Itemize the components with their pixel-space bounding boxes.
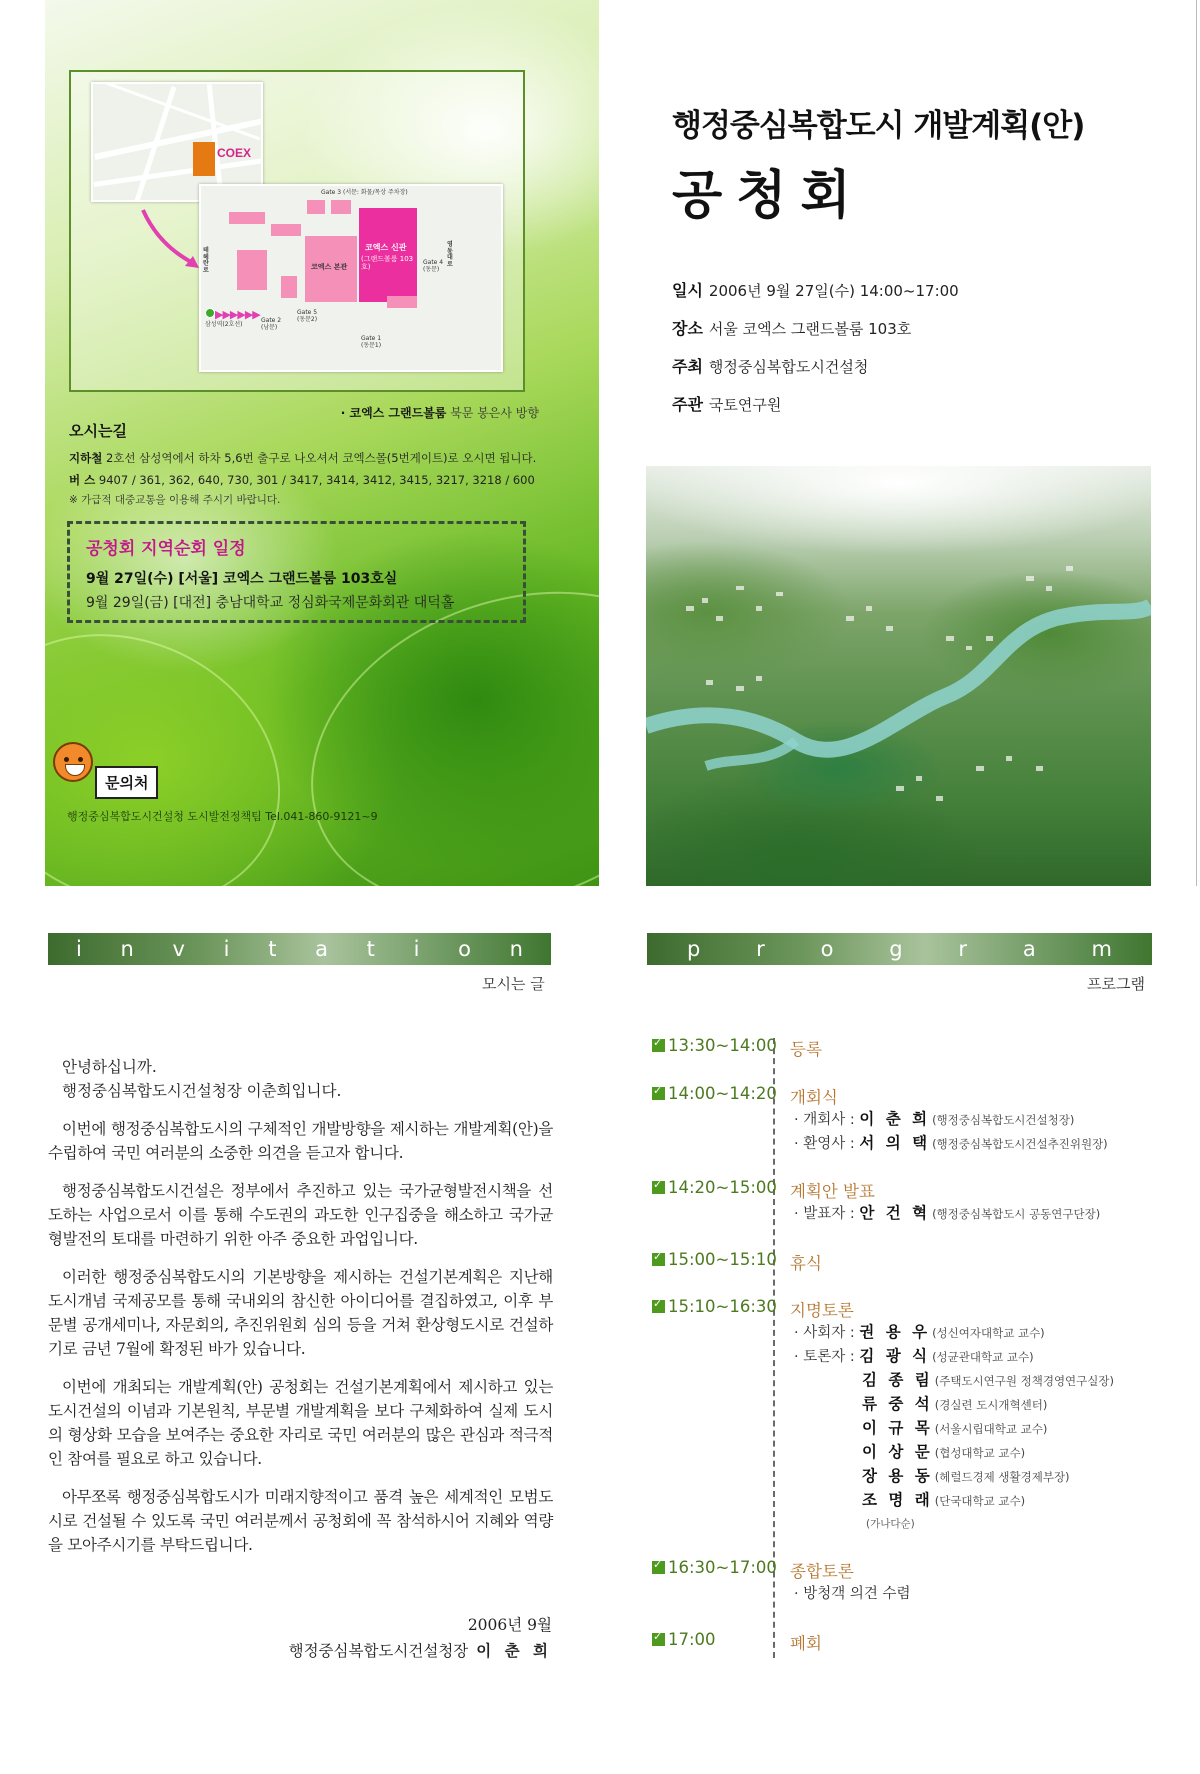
panelist-line	[862, 1464, 1070, 1486]
building-block	[271, 224, 301, 236]
program-time	[652, 1084, 777, 1103]
letter-paragraph: 행정중심복합도시건설은 정부에서 추진하고 있는 국가균형발전시책을 선도하는 사업으로서 이를 통해 수도권의 과도한 인구집중을 해소하고 국가균형발전의 토대를 마련하기 위한 아주 중요한 과업입니다.	[48, 1182, 553, 1248]
info-value: 서울 코엑스 그랜드볼룸 103호	[708, 320, 912, 338]
speaker-name: 안 건 혁	[859, 1204, 931, 1222]
river-illustration	[646, 466, 1151, 886]
time-text: 13:30~14:00	[668, 1036, 777, 1055]
ballroom-label: (그랜드볼룸 103호)	[361, 255, 414, 271]
speaker-line	[794, 1201, 1100, 1223]
panelist-line	[862, 1416, 1047, 1438]
station-label: 삼성역(2호선)	[205, 321, 243, 328]
time-text: 17:00	[668, 1630, 716, 1649]
aerial-city-image	[646, 466, 1151, 886]
main-hall-label: 코엑스 본관	[311, 263, 348, 271]
program-time	[652, 1178, 777, 1197]
gate1-label: Gate 1 (동문1)	[361, 335, 382, 349]
subway-label: 지하철	[69, 451, 103, 465]
speaker-org: (행정중심복합도시건설추진위원장)	[932, 1137, 1108, 1151]
building-block	[229, 212, 265, 224]
building-block	[237, 250, 267, 290]
signature-date: 2006년 9월	[467, 1616, 552, 1634]
info-label: 장소	[672, 319, 703, 338]
bar-letter: v	[172, 937, 185, 961]
checkbox-icon	[652, 1633, 665, 1646]
program-title: 휴식	[790, 1254, 822, 1273]
new-hall-label: 코엑스 신관	[365, 243, 407, 252]
event-title: 공청회	[672, 166, 865, 226]
speaker-org: (행정중심복합도시 공동연구단장)	[932, 1207, 1101, 1221]
info-host	[672, 348, 959, 386]
speaker-line	[794, 1107, 1074, 1129]
bar-letter: t	[366, 937, 375, 961]
event-info	[672, 272, 959, 424]
bar-letter: r	[958, 937, 968, 961]
info-value: 행정중심복합도시건설청	[708, 358, 869, 376]
signer-name: 이 춘 희	[476, 1642, 552, 1660]
checkbox-icon	[652, 1253, 665, 1266]
bar-letter: g	[889, 937, 903, 961]
speaker-org: (서울시립대학교 교수)	[934, 1422, 1048, 1436]
schedule-title: 공청회 지역순회 일정	[86, 539, 246, 559]
info-label: 주관	[672, 395, 703, 414]
speaker-name: 김 종 림	[862, 1371, 933, 1389]
bar-letter: a	[315, 937, 328, 961]
schedule-seoul: 9월 27일(수) [서울] 코엑스 그랜드볼룸 103호실	[86, 571, 398, 587]
bar-letter: n	[120, 937, 134, 961]
inquiry-contact: 행정중심복합도시건설청 도시발전정책팀 Tel.041-860-9121~9	[67, 810, 378, 823]
directions-title: 오시는길	[69, 422, 127, 440]
bar-letter: t	[268, 937, 277, 961]
title-block	[672, 100, 1172, 228]
checkbox-icon	[652, 1300, 665, 1313]
info-value: 2006년 9월 27일(수) 14:00~17:00	[708, 282, 959, 300]
panelist-line	[862, 1368, 1114, 1390]
page-title: 행정중심복합도시 개발계획(안)	[672, 108, 1085, 144]
speaker-org: (경실련 도시개혁센터)	[934, 1398, 1048, 1412]
building-block	[387, 296, 417, 308]
directions-section	[69, 420, 539, 509]
speaker-name: 이 상 문	[862, 1443, 933, 1461]
checkbox-icon	[652, 1039, 665, 1052]
info-organizer	[672, 386, 959, 424]
speaker-name: 이 규 목	[862, 1419, 933, 1437]
letter-signature	[289, 1612, 552, 1664]
bar-letter: o	[458, 937, 471, 961]
invitation-subtitle: 모시는 글	[482, 975, 545, 993]
speaker-name: 권 용 우	[859, 1323, 931, 1341]
letter-paragraph: 이번에 개최되는 개발계획(안) 공청회는 건설기본계획에서 제시하고 있는 도시건설의 이념과 기본원칙, 부문별 개발계획을 보다 구체화하여 실제 도시의 형상화 모습을 보여주는 중요한 자리로 국민 여러분의 많은 관심과 적극적인 참여를 필요로 하고 있습니다.	[48, 1378, 553, 1468]
speaker-org: (성균관대학교 교수)	[932, 1350, 1034, 1364]
bar-letter: o	[820, 937, 834, 961]
signature-line	[289, 1638, 552, 1664]
speaker-org: (주택도시연구원 정책경영연구실장)	[934, 1374, 1114, 1388]
greeting-line: 행정중심복합도시건설청장 이춘희입니다.	[62, 1082, 342, 1100]
schedule-daejeon: 9월 29일(금) [대전] 충남대학교 정심화국제문화회관 대덕홀	[86, 595, 455, 611]
route-arrows: ▶▶▶▶▶▶	[215, 308, 260, 321]
program-title: 종합토론	[790, 1562, 854, 1581]
building-block	[281, 276, 297, 298]
speaker-org: (헤럴드경제 생활경제부장)	[934, 1470, 1070, 1484]
detail-map	[199, 184, 503, 372]
speaker-role: · 토론자 :	[794, 1349, 855, 1365]
map-caption-label: · 코엑스 그랜드볼룸	[340, 406, 447, 420]
program-time	[652, 1036, 777, 1055]
bar-letter: i	[413, 937, 420, 961]
bar-letter: i	[223, 937, 230, 961]
subway-text: 2호선 삼성역에서 하차 5,6번 출구로 나오셔서 코엑스몰(5번게이트)로 오시면 됩니다.	[105, 451, 537, 465]
speaker-line	[794, 1131, 1108, 1153]
speaker-name: 김 광 식	[859, 1347, 931, 1365]
bus-label: 버 스	[69, 473, 96, 487]
info-value: 국토연구원	[708, 396, 782, 414]
directions-note: ※ 가급적 대중교통을 이용해 주시기 바랍니다.	[69, 494, 281, 506]
program-title: 등록	[790, 1040, 822, 1059]
bar-letter: r	[756, 937, 765, 961]
time-text: 14:20~15:00	[668, 1178, 777, 1197]
bus-text: 9407 / 361, 362, 640, 730, 301 / 3417, 3414, 3412, 3415, 3217, 3218 / 600	[98, 473, 535, 487]
coex-new-hall	[359, 208, 417, 302]
program-title: 계획안 발표	[790, 1182, 875, 1201]
speaker-role: · 개회사 :	[794, 1112, 855, 1128]
speaker-role: · 발표자 :	[794, 1206, 855, 1222]
letter-paragraph: 아무쪼록 행정중심복합도시가 미래지향적이고 품격 높은 세계적인 모범도시로 건설될 수 있도록 국민 여러분께서 공청회에 꼭 참석하시어 지혜와 역량을 모아주시기를 부탁드립니다.	[48, 1488, 553, 1554]
station-icon	[205, 308, 215, 318]
building-block	[307, 200, 325, 214]
time-text: 15:10~16:30	[668, 1297, 777, 1316]
bar-letter: a	[1022, 937, 1036, 961]
info-venue	[672, 310, 959, 348]
program-title: 지명토론	[790, 1301, 854, 1320]
inquiry-label: 문의처	[95, 766, 158, 799]
bar-letter: n	[509, 937, 523, 961]
invitation-letter	[48, 1055, 553, 1557]
speaker-role: · 사회자 :	[794, 1325, 855, 1341]
bus-line	[69, 469, 539, 491]
gate3-label: Gate 3 (서문: 화물/목상 주차장)	[321, 189, 408, 196]
bar-letter: p	[687, 937, 701, 961]
page-edge-line	[1196, 0, 1197, 886]
checkbox-icon	[652, 1561, 665, 1574]
time-text: 15:00~15:10	[668, 1250, 777, 1269]
program-time	[652, 1558, 777, 1577]
panelist-line	[862, 1488, 1025, 1510]
program-title: 개회식	[790, 1088, 838, 1107]
coex-logo: COEX	[217, 146, 252, 160]
gate4-label: Gate 4 (동문)	[423, 259, 444, 273]
inquiry-section	[53, 738, 513, 828]
map-caption	[341, 404, 539, 421]
speaker-name: 이 춘 희	[859, 1110, 931, 1128]
leaf-decoration	[45, 585, 325, 886]
info-label: 주최	[672, 357, 703, 376]
panel-note: (가나다순)	[866, 1518, 915, 1530]
location-map	[69, 70, 525, 392]
speaker-name: 류 중 석	[862, 1395, 933, 1413]
signer-title: 행정중심복합도시건설청장	[288, 1642, 469, 1660]
program-time	[652, 1630, 716, 1649]
road-label-right: 영동대로	[447, 241, 453, 268]
program-title: 폐회	[790, 1634, 822, 1653]
tour-schedule-box	[67, 521, 526, 623]
subway-line	[69, 447, 539, 469]
moderator-line	[794, 1320, 1045, 1342]
letter-paragraph: 이번에 행정중심복합도시의 구체적인 개발방향을 제시하는 개발계획(안)을 수립하여 국민 여러분의 소중한 의견을 듣고자 합니다.	[48, 1120, 553, 1162]
program-time	[652, 1250, 777, 1269]
coex-main-hall	[305, 236, 357, 302]
panelist-line	[794, 1344, 1034, 1366]
coex-building-icon	[193, 142, 215, 176]
speaker-org: (성신여자대학교 교수)	[932, 1326, 1045, 1340]
checkbox-icon	[652, 1181, 665, 1194]
speaker-name: 조 명 래	[862, 1491, 933, 1509]
greeting-line: 안녕하십니까.	[62, 1058, 157, 1076]
map-caption-text: 북문 봉은사 방향	[450, 406, 539, 420]
speaker-org: (단국대학교 교수)	[934, 1494, 1026, 1508]
checkbox-icon	[652, 1087, 665, 1100]
program-bar	[647, 933, 1152, 965]
program-subtitle: 프로그램	[1087, 975, 1145, 993]
gate5-label: Gate 5 (동문2)	[297, 309, 318, 323]
info-label: 일시	[672, 281, 703, 300]
speaker-org: (협성대학교 교수)	[934, 1446, 1026, 1460]
letter-paragraph: 이러한 행정중심복합도시의 기본방향을 제시하는 건설기본계획은 지난해 도시개념 국제공모를 통해 국내외의 참신한 아이디어를 결집하였고, 이후 부문별 공개세미나, 자문회의, 추진위원회 심의 등을 거쳐 환상형도시로 건설하기로 금년 7월에 확정된 바가 있습니다.	[48, 1268, 553, 1358]
speaker-org: (행정중심복합도시건설청장)	[932, 1113, 1075, 1127]
program-time	[652, 1297, 777, 1316]
panelist-line	[862, 1392, 1047, 1414]
road-label-left: 테헤란로	[203, 247, 209, 274]
info-datetime	[672, 272, 959, 310]
discussion-line: · 방청객 의견 수렴	[794, 1586, 911, 1602]
bar-letter: i	[76, 937, 82, 961]
speaker-name: 장 용 동	[862, 1467, 933, 1485]
gate2-label: Gate 2 (남문)	[261, 317, 282, 331]
speaker-role: · 환영사 :	[794, 1136, 855, 1152]
smiley-icon	[53, 742, 93, 782]
building-block	[331, 200, 351, 214]
time-text: 14:00~14:20	[668, 1084, 777, 1103]
invitation-bar	[48, 933, 551, 965]
time-text: 16:30~17:00	[668, 1558, 777, 1577]
bar-letter: m	[1091, 937, 1112, 961]
speaker-name: 서 의 택	[859, 1134, 931, 1152]
directions-panel	[45, 0, 599, 886]
panelist-line	[862, 1440, 1025, 1462]
